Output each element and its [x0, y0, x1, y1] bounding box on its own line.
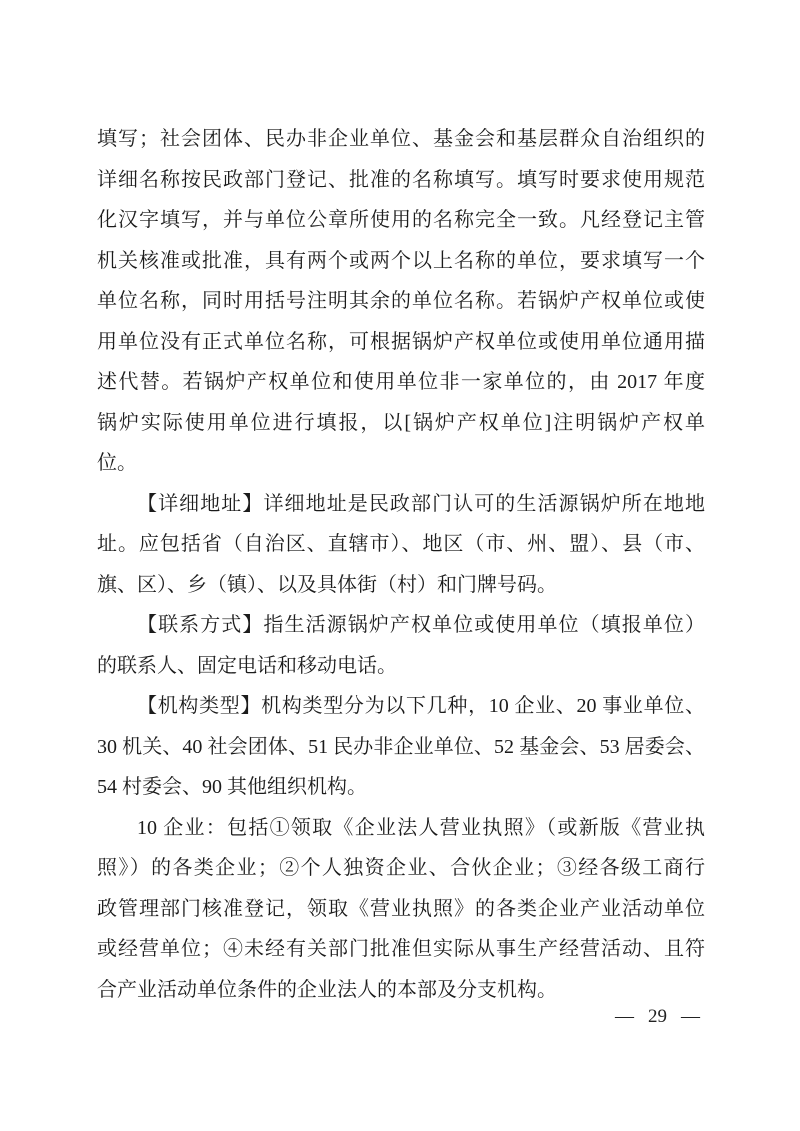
text-line: 54 村委会、90 其他组织机构。	[97, 776, 367, 798]
text-line: 的联系人、固定电话和移动电话。	[97, 654, 397, 677]
text-line: 位。	[97, 452, 137, 474]
text-line: 化汉字填写，并与单位公章所使用的名称完全一致。凡经登记主管	[97, 209, 705, 231]
text-line: 照》）的各类企业；②个人独资企业、合伙企业；③经各级工商行	[97, 857, 705, 879]
text-line: 详细名称按民政部门登记、批准的名称填写。填写时要求使用规范	[97, 168, 705, 191]
text-line: 10 企业：包括①领取《企业法人营业执照》（或新版《营业执	[137, 816, 705, 839]
text-line: 述代替。若锅炉产权单位和使用单位非一家单位的，由 2017 年度	[97, 371, 705, 393]
text-line: 填写；社会团体、民办非企业单位、基金会和基层群众自治组织的	[97, 128, 705, 150]
text-line: 机关核准或批准，具有两个或两个以上名称的单位，要求填写一个	[97, 249, 705, 272]
footer-right-dash: —	[681, 1006, 700, 1027]
footer-left-dash: —	[615, 1006, 634, 1027]
text-line: 单位名称，同时用括号注明其余的单位名称。若锅炉产权单位或使	[97, 290, 705, 312]
text-line: 锅炉实际使用单位进行填报，以[锅炉产权单位]注明锅炉产权单	[97, 411, 705, 434]
text-line: 【机构类型】机构类型分为以下几种，10 企业、20 事业单位、	[137, 695, 705, 717]
text-line: 旗、区）、乡（镇）、以及具体街（村）和门牌号码。	[97, 573, 557, 596]
text-line: 或经营单位；④未经有关部门批准但实际从事生产经营活动、且符	[97, 938, 705, 960]
text-line: 【详细地址】详细地址是民政部门认可的生活源锅炉所在地地	[137, 492, 705, 515]
text-line: 用单位没有正式单位名称，可根据锅炉产权单位或使用单位通用描	[97, 330, 705, 353]
text-line: 址。应包括省（自治区、直辖市）、地区（市、州、盟）、县（市、	[97, 533, 705, 555]
text-line: 政管理部门核准登记，领取《营业执照》的各类企业产业活动单位	[97, 897, 705, 920]
text-line: 【联系方式】指生活源锅炉产权单位或使用单位（填报单位）	[137, 614, 705, 636]
text-line: 合产业活动单位条件的企业法人的本部及分支机构。	[97, 978, 557, 1001]
page-footer	[615, 1003, 700, 1031]
text-line: 30 机关、40 社会团体、51 民办非企业单位、52 基金会、53 居委会、	[97, 735, 705, 758]
document-body	[97, 119, 705, 1010]
page-number: 29	[648, 1006, 667, 1027]
